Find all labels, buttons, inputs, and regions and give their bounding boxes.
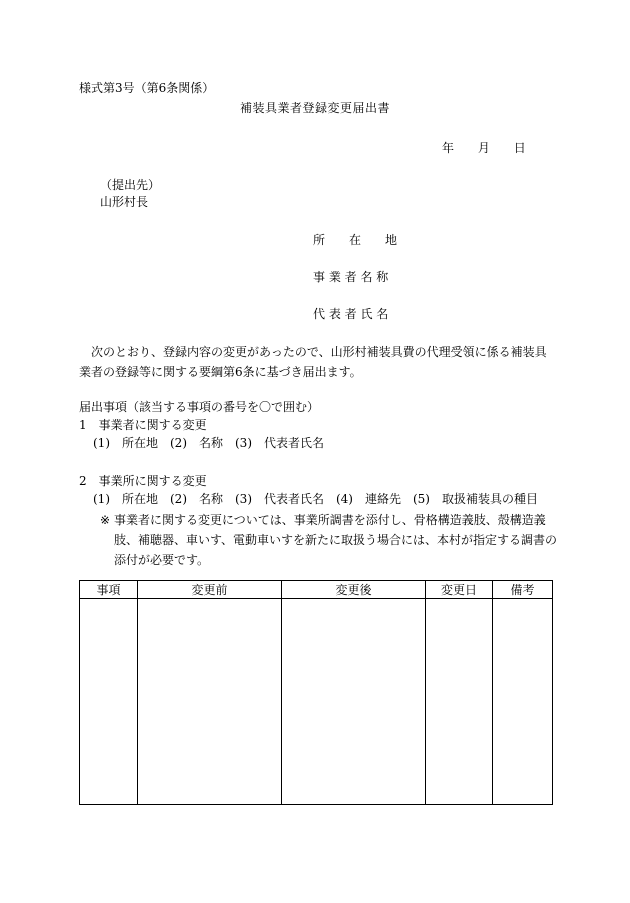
header-before: 変更前 <box>138 581 282 599</box>
section1-items: (1) 所在地 (2) 名称 (3) 代表者氏名 <box>93 436 324 450</box>
addressee-name: 山形村長 <box>100 195 149 209</box>
field-business-name: 事 業 者 名 称 <box>313 270 389 284</box>
addressee-label: （提出先） <box>100 178 161 192</box>
header-date: 変更日 <box>426 581 493 599</box>
cell-before[interactable] <box>138 599 282 805</box>
items-heading: 届出事項（該当する事項の番号を〇で囲む） <box>79 400 320 414</box>
table-row <box>80 599 553 805</box>
section2-items: (1) 所在地 (2) 名称 (3) 代表者氏名 (4) 連絡先 (5) 取扱補装具の種目 <box>93 492 538 506</box>
note-text: 事業者に関する変更については、事業所調書を添付し、骨格構造義肢、殻構造義肢、補聴器、車いす、電動車いすを新たに取扱う場合には、本村が指定する調書の添付が必要です。 <box>114 513 558 567</box>
form-number: 様式第3号（第6条関係） <box>79 81 215 95</box>
cell-date[interactable] <box>426 599 493 805</box>
cell-remarks[interactable] <box>493 599 553 805</box>
date-day: 日 <box>513 141 526 155</box>
body-text: 次のとおり、登録内容の変更があったので、山形村補装具費の代理受領に係る補装具業者の登録等に関する要綱第6条に基づき届出ます。 <box>79 345 547 379</box>
date-month: 月 <box>477 141 490 155</box>
section2-title: 2 事業所に関する変更 <box>79 474 207 488</box>
header-remarks: 備考 <box>493 581 553 599</box>
header-item: 事項 <box>80 581 138 599</box>
section1-title: 1 事業者に関する変更 <box>79 418 207 432</box>
note-mark: ※ <box>100 513 111 527</box>
field-address: 所 在 地 <box>313 233 398 247</box>
document-title: 補装具業者登録変更届出書 <box>239 101 390 115</box>
cell-after[interactable] <box>282 599 426 805</box>
field-representative: 代 表 者 氏 名 <box>313 307 389 321</box>
date-line <box>442 139 526 156</box>
changes-table <box>79 580 553 805</box>
date-year: 年 <box>442 141 455 155</box>
cell-item[interactable] <box>80 599 138 805</box>
note <box>100 510 560 570</box>
header-after: 変更後 <box>282 581 426 599</box>
table-header-row <box>80 581 553 599</box>
